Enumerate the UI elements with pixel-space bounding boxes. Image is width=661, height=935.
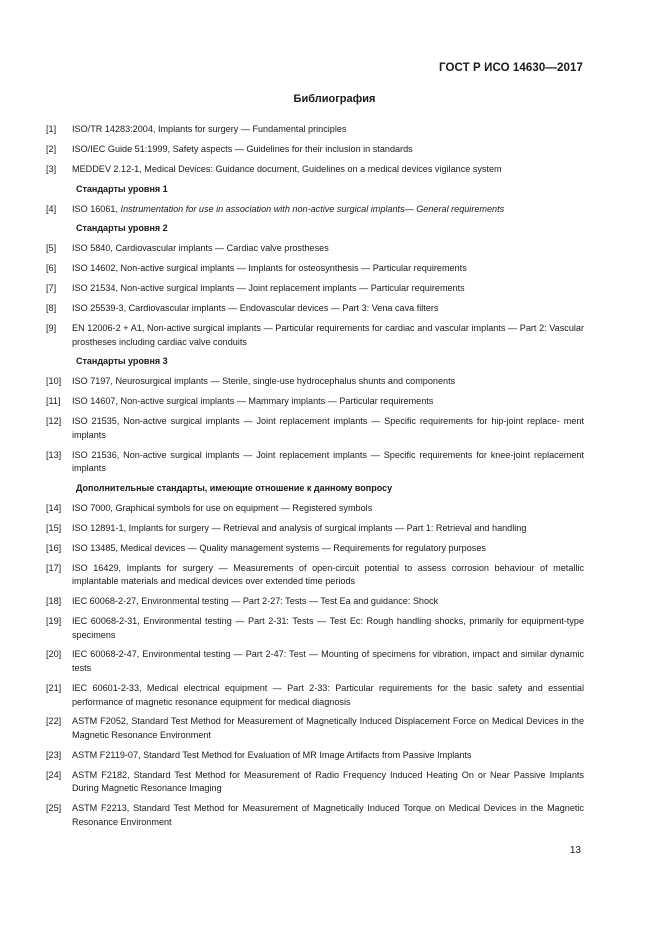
reference-number: [19]: [46, 615, 62, 626]
reference-entry: [46, 595, 584, 609]
reference-text: ASTM F2182, Standard Test Method for Measurement of Radio Frequency Induced Heating On or Near Passive Implants During Magnetic Resonance Imaging: [72, 769, 584, 794]
reference-title-italic: Instrumentation for use in association with non-active surgical implants— General requirements: [120, 203, 505, 214]
page-number: 13: [569, 845, 581, 856]
reference-number: [12]: [46, 416, 62, 427]
reference-entry: [46, 262, 584, 276]
reference-number: [7]: [46, 283, 57, 294]
reference-entry: [46, 802, 584, 829]
reference-number: [14]: [46, 502, 62, 513]
reference-text: ASTM F2052, Standard Test Method for Measurement of Magnetically Induced Displacement Force on Medical Devices in the Magnetic Resonance Environment: [72, 716, 584, 741]
reference-entry: [46, 163, 584, 177]
reference-text: ISO 14602, Non-active surgical implants — Implants for osteosynthesis — Particular requirements: [72, 263, 467, 274]
reference-text: ISO 21535, Non-active surgical implants — Joint replacement implants — Specific requirements for hip-joint replace- ment implants: [72, 416, 584, 440]
reference-number: [1]: [46, 124, 57, 134]
reference-number: [9]: [46, 322, 57, 333]
reference-number: [20]: [46, 649, 62, 660]
reference-number: [2]: [46, 143, 57, 154]
reference-number: [16]: [46, 542, 62, 553]
reference-number: [3]: [46, 163, 57, 174]
reference-number: [21]: [46, 682, 62, 693]
reference-number: [22]: [46, 716, 62, 727]
reference-text: ISO 5840, Cardiovascular implants — Cardiac valve prostheses: [72, 243, 329, 254]
reference-entry: [46, 143, 584, 157]
page-title: Библиография: [293, 93, 376, 105]
reference-entry: [46, 502, 584, 516]
reference-number: [4]: [46, 203, 57, 214]
reference-text: ISO 21534, Non-active surgical implants — Joint replacement implants — Particular requirements: [72, 283, 465, 294]
reference-text: ISO 13485, Medical devices — Quality management systems — Requirements for regulatory purposes: [72, 542, 486, 553]
reference-entry: [46, 282, 584, 296]
reference-text: ISO/IEC Guide 51:1999, Safety aspects — Guidelines for their inclusion in standards: [72, 143, 413, 154]
reference-text: ASTM F2213, Standard Test Method for Measurement of Magnetically Induced Torque on Medical Devices in the Magnetic Resonance Environment: [72, 803, 584, 827]
reference-text: IEC 60068-2-31, Environmental testing — Part 2-31: Tests — Test Ec: Rough handling shocks, primarily for equipment-type specimens: [72, 615, 584, 640]
reference-entry: [46, 522, 584, 536]
reference-number: [25]: [46, 803, 62, 814]
reference-number: [5]: [46, 243, 57, 254]
reference-text: ASTM F2119-07, Standard Test Method for Evaluation of MR Image Artifacts from Passive Implants: [72, 749, 472, 760]
reference-number: [15]: [46, 522, 62, 533]
reference-entry: [46, 302, 584, 316]
bibliography-list: [46, 123, 584, 836]
reference-text: ISO 16429, Implants for surgery — Measurements of open-circuit potential to assess corrosion behaviour of metallic implantable materials and medical devices over extended time periods: [72, 562, 584, 587]
reference-number: [17]: [46, 562, 62, 573]
reference-text: ISO 14607, Non-active surgical implants — Mammary implants — Particular requirements: [72, 396, 434, 407]
reference-number: [18]: [46, 596, 62, 607]
reference-entry: [46, 682, 584, 709]
reference-number: [11]: [46, 396, 61, 407]
reference-entry: [46, 203, 584, 217]
reference-entry: [46, 542, 584, 556]
reference-entry: [46, 715, 584, 742]
reference-text: ISO/TR 14283:2004, Implants for surgery — Fundamental principles: [72, 124, 347, 134]
reference-entry: [46, 749, 584, 763]
reference-number: [6]: [46, 263, 57, 274]
reference-text: ISO 7000, Graphical symbols for use on equipment — Registered symbols: [72, 502, 373, 513]
reference-text: IEC 60068-2-27, Environmental testing — Part 2-27: Tests — Test Ea and guidance: Shock: [72, 596, 439, 607]
reference-entry: [46, 415, 584, 442]
reference-entry: [46, 449, 584, 476]
reference-text: IEC 60068-2-47, Environmental testing — Part 2-47: Test — Mounting of specimens for vibration, impact and similar dynamic tests: [72, 649, 584, 674]
reference-entry: [46, 322, 584, 349]
reference-code: ISO 16061,: [72, 203, 121, 214]
reference-entry: [46, 123, 584, 137]
reference-entry: [46, 648, 584, 675]
document-code: ГОСТ Р ИСО 14630—2017: [438, 62, 583, 74]
reference-number: [13]: [46, 449, 62, 460]
reference-number: [8]: [46, 303, 57, 314]
reference-text: MEDDEV 2.12-1, Medical Devices: Guidance document, Guidelines on a medical devices vigilance system: [72, 163, 502, 174]
reference-text: ISO 12891-1, Implants for surgery — Retrieval and analysis of surgical implants — Part 1: Retrieval and handling: [72, 522, 527, 533]
reference-entry: [46, 395, 584, 409]
section-heading: Стандарты уровня 1: [76, 183, 168, 194]
reference-entry: [46, 562, 584, 589]
reference-text: EN 12006-2 + A1, Non-active surgical implants — Particular requirements for cardiac and vascular implants — Part 2: Vascular prostheses including cardiac valve conduits: [72, 322, 584, 347]
section-heading: Стандарты уровня 2: [76, 223, 168, 234]
reference-entry: [46, 615, 584, 642]
reference-entry: [46, 242, 584, 256]
section-heading: Дополнительные стандарты, имеющие отношение к данному вопросу: [76, 483, 393, 494]
reference-number: [24]: [46, 769, 62, 780]
reference-text: IEC 60601-2-33, Medical electrical equipment — Part 2-33: Particular requirements for the basic safety and essential performance of magnetic resonance equipment for medical diagnosis: [72, 682, 584, 707]
reference-entry: [46, 769, 584, 796]
reference-number: [23]: [46, 749, 62, 760]
reference-number: [10]: [46, 376, 62, 387]
reference-text: ISO 25539-3, Cardiovascular implants — Endovascular devices — Part 3: Vena cava filters: [72, 303, 439, 314]
reference-entry: [46, 375, 584, 389]
reference-text: [72, 203, 584, 217]
reference-text: ISO 7197, Neurosurgical implants — Sterile, single-use hydrocephalus shunts and components: [72, 376, 456, 387]
reference-text: ISO 21536, Non-active surgical implants — Joint replacement implants — Specific requirements for knee-joint replacement implants: [72, 449, 584, 474]
section-heading: Стандарты уровня 3: [76, 356, 168, 367]
